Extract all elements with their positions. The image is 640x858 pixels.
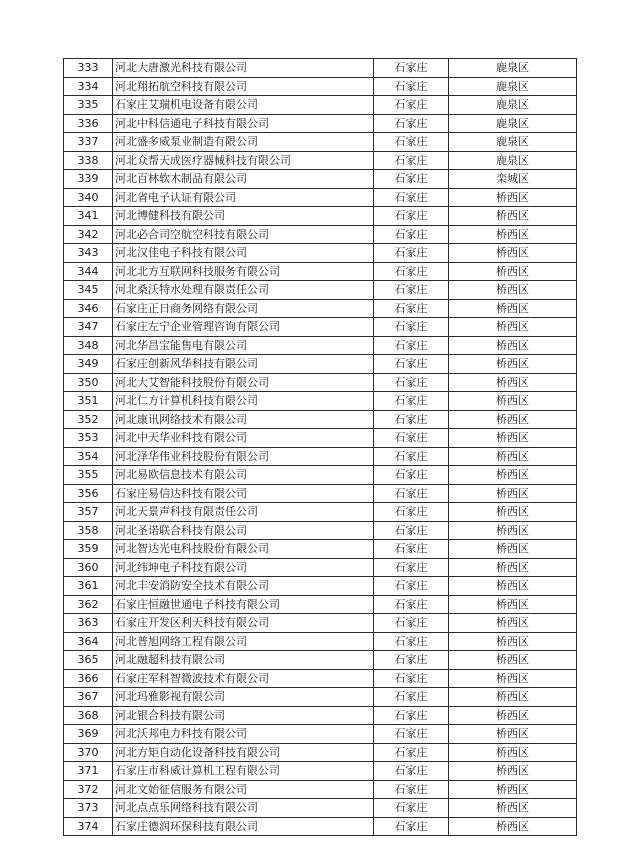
table-row: [64, 355, 577, 374]
table-row: [64, 188, 577, 207]
district-cell: 桥西区: [449, 318, 577, 337]
company-name-cell: 河北文始征信服务有限公司: [113, 780, 374, 799]
district-cell: 桥西区: [449, 355, 577, 374]
row-number-cell: 361: [64, 577, 113, 596]
city-cell: 石家庄: [374, 632, 449, 651]
table-row: [64, 410, 577, 429]
company-name-cell: 河北银合科技有限公司: [113, 706, 374, 725]
company-name-cell: 河北沃邦电力科技有限公司: [113, 725, 374, 744]
row-number-cell: 359: [64, 540, 113, 559]
company-name-cell: 河北点点乐网络科技有限公司: [113, 799, 374, 818]
row-number-cell: 339: [64, 170, 113, 189]
city-cell: 石家庄: [374, 558, 449, 577]
table-row: [64, 262, 577, 281]
company-name-cell: 河北方矩自动化设备科技有限公司: [113, 743, 374, 762]
table-row: [64, 429, 577, 448]
row-number-cell: 338: [64, 151, 113, 170]
city-cell: 石家庄: [374, 188, 449, 207]
company-name-cell: 河北翔拓航空科技有限公司: [113, 77, 374, 96]
table-row: [64, 743, 577, 762]
row-number-cell: 350: [64, 373, 113, 392]
company-list-sheet: [63, 58, 577, 836]
company-name-cell: 河北盛多威泵业制造有限公司: [113, 133, 374, 152]
city-cell: 石家庄: [374, 817, 449, 836]
city-cell: 石家庄: [374, 503, 449, 522]
district-cell: 栾城区: [449, 170, 577, 189]
city-cell: 石家庄: [374, 373, 449, 392]
row-number-cell: 346: [64, 299, 113, 318]
table-row: [64, 484, 577, 503]
district-cell: 桥西区: [449, 799, 577, 818]
district-cell: 鹿泉区: [449, 77, 577, 96]
row-number-cell: 356: [64, 484, 113, 503]
city-cell: 石家庄: [374, 780, 449, 799]
district-cell: 桥西区: [449, 558, 577, 577]
district-cell: 桥西区: [449, 706, 577, 725]
city-cell: 石家庄: [374, 170, 449, 189]
table-row: [64, 96, 577, 115]
table-row: [64, 77, 577, 96]
row-number-cell: 344: [64, 262, 113, 281]
row-number-cell: 365: [64, 651, 113, 670]
district-cell: 鹿泉区: [449, 59, 577, 78]
company-name-cell: 河北纬坤电子科技有限公司: [113, 558, 374, 577]
district-cell: 桥西区: [449, 577, 577, 596]
district-cell: 桥西区: [449, 262, 577, 281]
city-cell: 石家庄: [374, 77, 449, 96]
company-name-cell: 石家庄德润环保科技有限公司: [113, 817, 374, 836]
company-name-cell: 河北中科信通电子科技有限公司: [113, 114, 374, 133]
city-cell: 石家庄: [374, 540, 449, 559]
row-number-cell: 341: [64, 207, 113, 226]
company-name-cell: 石家庄市科威计算机工程有限公司: [113, 762, 374, 781]
company-name-cell: 河北北方互联网科技服务有限公司: [113, 262, 374, 281]
city-cell: 石家庄: [374, 262, 449, 281]
company-name-cell: 河北必合司空航空科技有限公司: [113, 225, 374, 244]
company-name-cell: 石家庄恒融世通电子科技有限公司: [113, 595, 374, 614]
city-cell: 石家庄: [374, 706, 449, 725]
row-number-cell: 367: [64, 688, 113, 707]
table-row: [64, 299, 577, 318]
company-name-cell: 河北省电子认证有限公司: [113, 188, 374, 207]
district-cell: 桥西区: [449, 503, 577, 522]
company-name-cell: 河北华昌宝能售电有限公司: [113, 336, 374, 355]
company-name-cell: 石家庄创新风华科技有限公司: [113, 355, 374, 374]
row-number-cell: 337: [64, 133, 113, 152]
district-cell: 桥西区: [449, 447, 577, 466]
district-cell: 桥西区: [449, 540, 577, 559]
city-cell: 石家庄: [374, 59, 449, 78]
city-cell: 石家庄: [374, 392, 449, 411]
city-cell: 石家庄: [374, 299, 449, 318]
company-name-cell: 河北易欧信息技术有限公司: [113, 466, 374, 485]
row-number-cell: 371: [64, 762, 113, 781]
row-number-cell: 358: [64, 521, 113, 540]
table-row: [64, 503, 577, 522]
district-cell: 桥西区: [449, 188, 577, 207]
table-row: [64, 595, 577, 614]
table-row: [64, 725, 577, 744]
company-name-cell: 河北桑沃特水处理有限责任公司: [113, 281, 374, 300]
district-cell: 桥西区: [449, 410, 577, 429]
table-row: [64, 281, 577, 300]
district-cell: 桥西区: [449, 632, 577, 651]
company-name-cell: 河北百林软木制品有限公司: [113, 170, 374, 189]
table-row: [64, 780, 577, 799]
company-name-cell: 河北融超科技有限公司: [113, 651, 374, 670]
row-number-cell: 363: [64, 614, 113, 633]
company-name-cell: 河北中天华业科技有限公司: [113, 429, 374, 448]
company-name-cell: 石家庄易信达科技有限公司: [113, 484, 374, 503]
row-number-cell: 374: [64, 817, 113, 836]
company-name-cell: 河北康讯网络技术有限公司: [113, 410, 374, 429]
district-cell: 桥西区: [449, 651, 577, 670]
city-cell: 石家庄: [374, 743, 449, 762]
company-name-cell: 河北天景声科技有限责任公司: [113, 503, 374, 522]
row-number-cell: 334: [64, 77, 113, 96]
company-name-cell: 河北大唐激光科技有限公司: [113, 59, 374, 78]
table-row: [64, 133, 577, 152]
city-cell: 石家庄: [374, 614, 449, 633]
district-cell: 桥西区: [449, 521, 577, 540]
city-cell: 石家庄: [374, 410, 449, 429]
row-number-cell: 362: [64, 595, 113, 614]
city-cell: 石家庄: [374, 762, 449, 781]
district-cell: 桥西区: [449, 669, 577, 688]
city-cell: 石家庄: [374, 207, 449, 226]
city-cell: 石家庄: [374, 484, 449, 503]
row-number-cell: 372: [64, 780, 113, 799]
city-cell: 石家庄: [374, 521, 449, 540]
company-name-cell: 河北普旭网络工程有限公司: [113, 632, 374, 651]
district-cell: 桥西区: [449, 225, 577, 244]
row-number-cell: 352: [64, 410, 113, 429]
row-number-cell: 370: [64, 743, 113, 762]
district-cell: 桥西区: [449, 614, 577, 633]
city-cell: 石家庄: [374, 429, 449, 448]
row-number-cell: 373: [64, 799, 113, 818]
table-row: [64, 466, 577, 485]
row-number-cell: 349: [64, 355, 113, 374]
district-cell: 鹿泉区: [449, 133, 577, 152]
company-name-cell: 河北大艾智能科技股份有限公司: [113, 373, 374, 392]
city-cell: 石家庄: [374, 725, 449, 744]
row-number-cell: 335: [64, 96, 113, 115]
city-cell: 石家庄: [374, 466, 449, 485]
district-cell: 桥西区: [449, 817, 577, 836]
row-number-cell: 343: [64, 244, 113, 263]
row-number-cell: 368: [64, 706, 113, 725]
district-cell: 桥西区: [449, 336, 577, 355]
table-row: [64, 114, 577, 133]
table-row: [64, 373, 577, 392]
city-cell: 石家庄: [374, 318, 449, 337]
city-cell: 石家庄: [374, 151, 449, 170]
company-name-cell: 河北圣诺联合科技有限公司: [113, 521, 374, 540]
row-number-cell: 347: [64, 318, 113, 337]
district-cell: 桥西区: [449, 207, 577, 226]
table-row: [64, 225, 577, 244]
district-cell: 鹿泉区: [449, 96, 577, 115]
company-name-cell: 石家庄开发区利天科技有限公司: [113, 614, 374, 633]
city-cell: 石家庄: [374, 651, 449, 670]
city-cell: 石家庄: [374, 336, 449, 355]
district-cell: 桥西区: [449, 688, 577, 707]
district-cell: 桥西区: [449, 373, 577, 392]
district-cell: 鹿泉区: [449, 114, 577, 133]
table-row: [64, 447, 577, 466]
city-cell: 石家庄: [374, 355, 449, 374]
city-cell: 石家庄: [374, 688, 449, 707]
table-row: [64, 336, 577, 355]
company-name-cell: 石家庄军科智微波技术有限公司: [113, 669, 374, 688]
company-table: [63, 58, 577, 836]
district-cell: 桥西区: [449, 244, 577, 263]
district-cell: 鹿泉区: [449, 151, 577, 170]
company-name-cell: 河北仁方计算机科技有限公司: [113, 392, 374, 411]
table-row: [64, 318, 577, 337]
city-cell: 石家庄: [374, 577, 449, 596]
table-row: [64, 170, 577, 189]
district-cell: 桥西区: [449, 780, 577, 799]
row-number-cell: 366: [64, 669, 113, 688]
district-cell: 桥西区: [449, 484, 577, 503]
table-row: [64, 706, 577, 725]
row-number-cell: 353: [64, 429, 113, 448]
table-row: [64, 392, 577, 411]
row-number-cell: 351: [64, 392, 113, 411]
table-row: [64, 614, 577, 633]
district-cell: 桥西区: [449, 299, 577, 318]
row-number-cell: 360: [64, 558, 113, 577]
row-number-cell: 354: [64, 447, 113, 466]
table-row: [64, 151, 577, 170]
city-cell: 石家庄: [374, 225, 449, 244]
row-number-cell: 364: [64, 632, 113, 651]
table-row: [64, 577, 577, 596]
company-name-cell: 河北博健科技有限公司: [113, 207, 374, 226]
table-row: [64, 521, 577, 540]
company-name-cell: 河北丰安消防安全技术有限公司: [113, 577, 374, 596]
company-name-cell: 河北智达光电科技股份有限公司: [113, 540, 374, 559]
table-row: [64, 669, 577, 688]
row-number-cell: 336: [64, 114, 113, 133]
table-row: [64, 688, 577, 707]
city-cell: 石家庄: [374, 281, 449, 300]
table-row: [64, 817, 577, 836]
district-cell: 桥西区: [449, 281, 577, 300]
row-number-cell: 345: [64, 281, 113, 300]
company-name-cell: 石家庄艾瑞机电设备有限公司: [113, 96, 374, 115]
row-number-cell: 357: [64, 503, 113, 522]
company-name-cell: 石家庄正日商务网络有限公司: [113, 299, 374, 318]
district-cell: 桥西区: [449, 725, 577, 744]
district-cell: 桥西区: [449, 466, 577, 485]
row-number-cell: 333: [64, 59, 113, 78]
city-cell: 石家庄: [374, 595, 449, 614]
table-row: [64, 799, 577, 818]
row-number-cell: 355: [64, 466, 113, 485]
city-cell: 石家庄: [374, 447, 449, 466]
city-cell: 石家庄: [374, 114, 449, 133]
city-cell: 石家庄: [374, 799, 449, 818]
table-row: [64, 59, 577, 78]
table-row: [64, 762, 577, 781]
row-number-cell: 342: [64, 225, 113, 244]
company-name-cell: 河北众帮天成医疗器械科技有限公司: [113, 151, 374, 170]
table-row: [64, 244, 577, 263]
table-row: [64, 558, 577, 577]
company-name-cell: 河北汉佳电子科技有限公司: [113, 244, 374, 263]
row-number-cell: 348: [64, 336, 113, 355]
table-row: [64, 651, 577, 670]
city-cell: 石家庄: [374, 244, 449, 263]
company-name-cell: 石家庄左宁企业管理咨询有限公司: [113, 318, 374, 337]
table-row: [64, 540, 577, 559]
row-number-cell: 340: [64, 188, 113, 207]
city-cell: 石家庄: [374, 96, 449, 115]
table-row: [64, 207, 577, 226]
district-cell: 桥西区: [449, 595, 577, 614]
city-cell: 石家庄: [374, 133, 449, 152]
company-name-cell: 河北泽华伟业科技股份有限公司: [113, 447, 374, 466]
district-cell: 桥西区: [449, 762, 577, 781]
district-cell: 桥西区: [449, 743, 577, 762]
district-cell: 桥西区: [449, 429, 577, 448]
district-cell: 桥西区: [449, 392, 577, 411]
city-cell: 石家庄: [374, 669, 449, 688]
company-table-body: [64, 59, 577, 836]
table-row: [64, 632, 577, 651]
company-name-cell: 河北玛雅影视有限公司: [113, 688, 374, 707]
row-number-cell: 369: [64, 725, 113, 744]
